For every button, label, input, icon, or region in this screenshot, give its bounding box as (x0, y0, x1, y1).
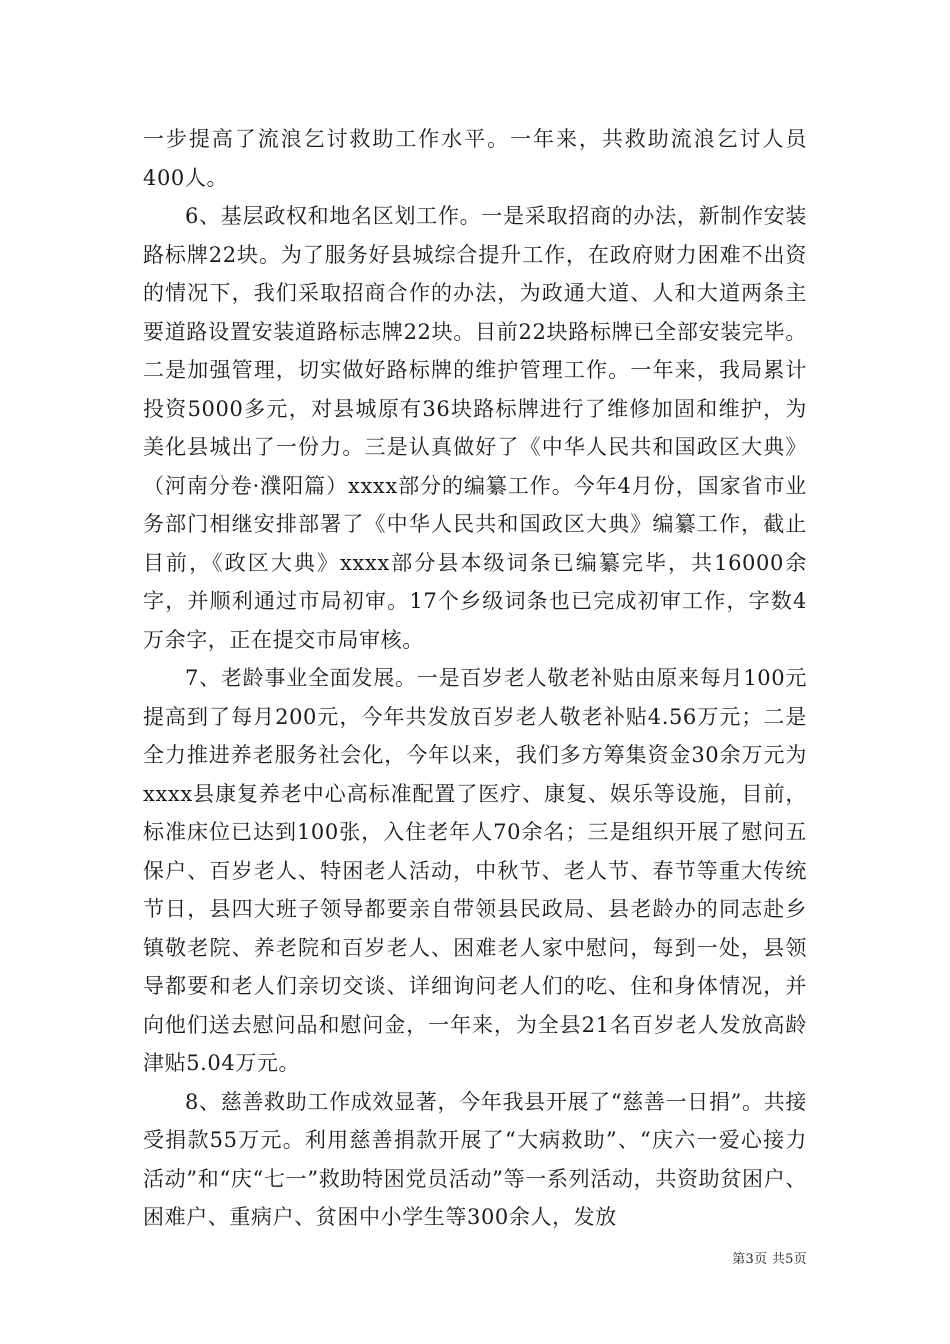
document-body (143, 120, 807, 1237)
page-number-footer: 第3页 共5页 (732, 1252, 807, 1267)
paragraph-item-7: 7、老龄事业全面发展。一是百岁老人敬老补贴由原来每月100元提高到了每月200元，今年共发放百岁老人敬老补贴4.56万元；二是全力推进养老服务社会化，今年以来，我们多方筹集资金30余万元为xxxx县康复养老中心高标准配置了医疗、康复、娱乐等设施，目前，标准床位已达到100张，入住老年人70余名；三是组织开展了慰问五保户、百岁老人、特困老人活动，中秋节、老人节、春节等重大传统节日，县四大班子领导都要亲自带领县民政局、县老龄办的同志赴乡镇敬老院、养老院和百岁老人、困难老人家中慰问，每到一处，县领导都要和老人们亲切交谈、详细询问老人们的吃、住和身体情况，并向他们送去慰问品和慰问金，一年来，为全县21名百岁老人发放高龄津贴5.04万元。 (143, 666, 807, 1075)
paragraph-continuation: 一步提高了流浪乞讨救助工作水平。一年来，共救助流浪乞讨人员400人。 (143, 127, 807, 190)
paragraph-item-6: 6、基层政权和地名区划工作。一是采取招商的办法，新制作安装路标牌22块。为了服务好县城综合提升工作，在政府财力困难不出资的情况下，我们采取招商合作的办法，为政通大道、人和大道两条主要道路设置安装道路标志牌22块。目前22块路标牌已全部安装完毕。二是加强管理，切实做好路标牌的维护管理工作。一年来，我局累计投资5000多元，对县城原有36块路标牌进行了维修加固和维护，为美化县城出了一份力。三是认真做好了《中华人民共和国政区大典》（河南分卷·濮阳篇）xxxx部分的编纂工作。今年4月份，国家省市业务部门相继安排部署了《中华人民共和国政区大典》编纂工作，截止目前，《政区大典》xxxx部分县本级词条已编纂完毕，共16000余字，并顺利通过市局初审。17个乡级词条也已完成初审工作，字数4万余字，正在提交市局审核。 (143, 204, 807, 652)
paragraph-item-8: 8、慈善救助工作成效显著，今年我县开展了“慈善一日捐”。共接受捐款55万元。利用慈善捐款开展了“大病救助”、“庆六一爱心接力活动”和“庆“七一”救助特困党员活动”等一系列活动，共资助贫困户、困难户、重病户、贫困中小学生等300余人，发放 (143, 1089, 807, 1229)
